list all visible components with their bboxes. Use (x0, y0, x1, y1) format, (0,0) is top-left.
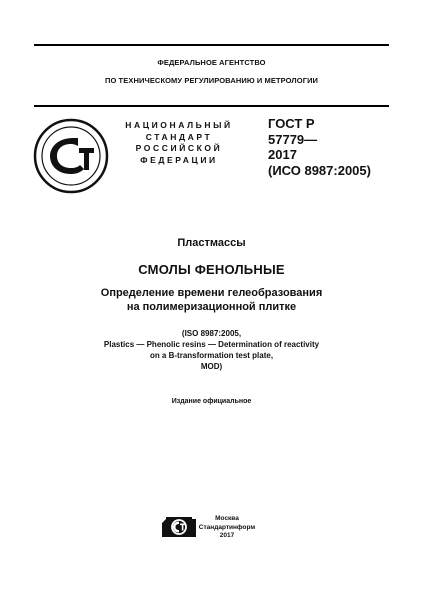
standard-type-label (113, 120, 245, 166)
title-method-line1: Определение времени гелеобразования (100, 287, 323, 299)
designation-line1: ГОСТ Р (268, 116, 315, 131)
standard-type-line3: РОССИЙСКОЙ (135, 143, 223, 153)
iso-reference-line2: Plastics — Phenolic resins — Determination of reactivity (103, 340, 320, 349)
iso-reference-line3: on a B-transformation test plate, (149, 351, 274, 360)
publisher-city: Москва (215, 515, 239, 522)
standard-type-line4: ФЕДЕРАЦИИ (140, 154, 218, 165)
publisher-year: 2017 (219, 532, 235, 539)
publisher-name: Стандартинформ (198, 523, 256, 531)
top-divider (34, 44, 389, 46)
agency-name-line1: ФЕДЕРАЛЬНОЕ АГЕНТСТВО (157, 58, 266, 67)
title-subject: СМОЛЫ ФЕНОЛЬНЫЕ (138, 262, 285, 277)
gost-r-certification-emblem-icon (33, 118, 109, 194)
edition-label: Издание официальное (171, 398, 252, 405)
title-group: Пластмассы (177, 237, 246, 249)
designation-line4: (ИСО 8987:2005) (268, 162, 371, 178)
designation-line3: 2017 (268, 147, 297, 162)
standard-designation (268, 116, 398, 178)
standartinform-logo-icon (160, 513, 200, 539)
designation-line2: 57779— (268, 131, 318, 147)
iso-reference-line4: MOD) (200, 362, 223, 371)
standard-type-line1: НАЦИОНАЛЬНЫЙ (125, 120, 233, 130)
agency-name-line2: ПО ТЕХНИЧЕСКОМУ РЕГУЛИРОВАНИЮ И МЕТРОЛОГИИ (104, 76, 319, 85)
standard-type-line2: СТАНДАРТ (145, 131, 213, 142)
publisher-block (196, 515, 258, 541)
title-method-line2: на полимеризационной плитке (126, 300, 297, 313)
iso-reference (34, 328, 389, 372)
title-method (34, 287, 389, 314)
header-divider (34, 105, 389, 107)
iso-reference-line1: (ISO 8987:2005, (181, 329, 242, 338)
